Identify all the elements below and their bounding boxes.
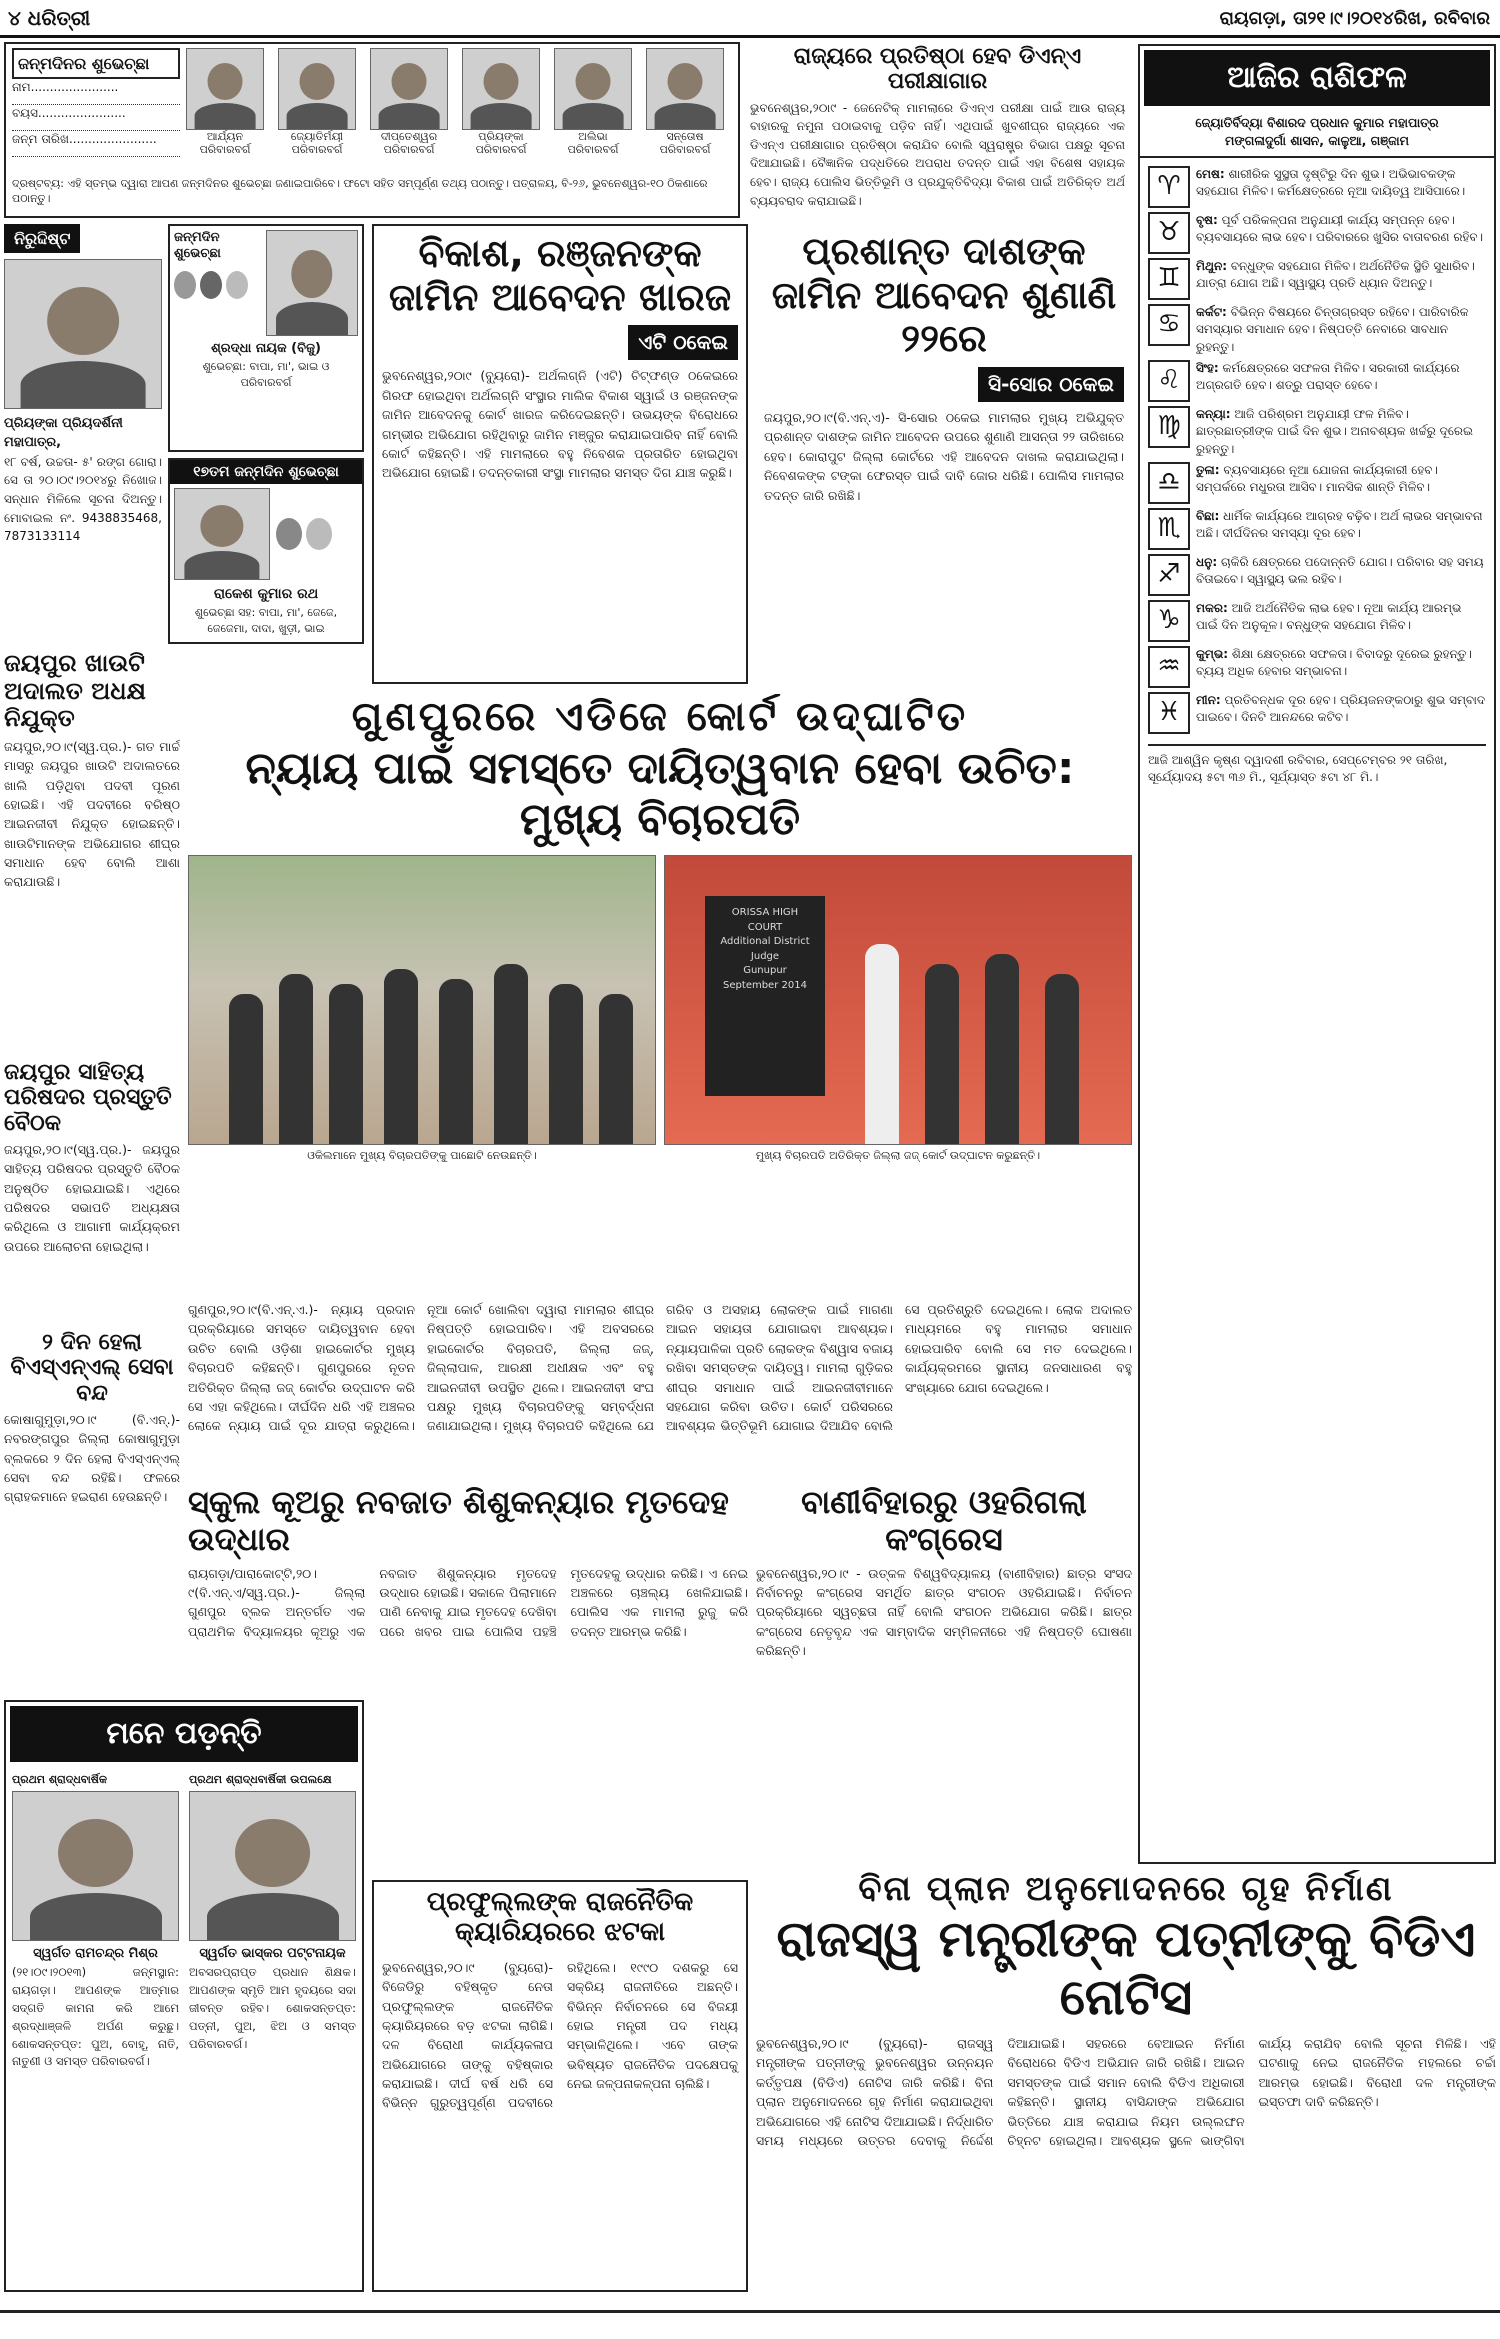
headline: ନ୍ୟାୟ ପାଇଁ ସମସ୍ତେ ଦାୟିତ୍ୱବାନ ହେବା ଉଚିତ: ମୁଖ୍ୟ ବିଚାରପତି bbox=[245, 743, 1075, 845]
gunupur-court-article bbox=[188, 694, 1132, 1294]
prashant-bail-article bbox=[756, 224, 1132, 684]
article-body: ଜୟପୁର,୨୦।୯(ସ୍ୱ.ପ୍ର.)- ଜୟପୁର ସାହିତ୍ୟ ପରିଷଦର ପ୍ରସ୍ତୁତି ବୈଠକ ଅନୁଷ୍ଠିତ ହୋଇଯାଇଛି। ଏଥିରେ ପରିଷଦର ସଭାପତି ଅଧ୍ୟକ୍ଷତା କରିଥିଲେ ଓ ଆଗାମୀ କାର୍ଯ୍ୟକ୍ରମ ଉପରେ ଆଲୋଚନା ହୋଇଥିଲା। bbox=[4, 1141, 180, 1254]
dateline: ରାୟଗଡ଼ା, ତା୨୧।୯।୨୦୧୪ରିଖ, ରବିବାର bbox=[1219, 8, 1490, 29]
missing-body: ୧୮ ବର୍ଷ, ଉଚ୍ଚତା- ୫' ରଙ୍ଗ ଗୋରା। ସେ ତା ୨୦।୦୯।୨୦୧୪ରୁ ନିଖୋଜ। ସନ୍ଧାନ ମିଳିଲେ ସୂଚନା ଦିଅନ୍ତୁ। ମୋବାଇଲ ନଂ. 9438835468, 7873133114 bbox=[4, 454, 162, 544]
gemini-icon: ♊ bbox=[1148, 258, 1190, 300]
photo-right-block bbox=[664, 855, 1132, 1173]
obituary-left: ପ୍ରଥମ ଶ୍ରାଦ୍ଧବାର୍ଷିକ ସ୍ୱର୍ଗତ ରାମଚନ୍ଦ୍ର ମିଶ୍ର (୨୧।୦୯।୨୦୧୩) ଜନ୍ମସ୍ଥାନ: ରାୟଗଡ଼ା। ଆପଣଙ୍କ ଆତ୍ମାର ସଦ୍‌ଗତି କାମନା କରି ଆମେ ଶ୍ରଦ୍ଧାଞ୍ଜଳି ଅର୍ପଣ କରୁଛୁ। ଶୋକସନ୍ତପ୍ତ: ପୁଅ, ବୋହୂ, ନାତି, ନାତୁଣୀ ଓ ସମସ୍ତ ପରିବାରବର୍ଗ। bbox=[12, 1772, 179, 2072]
almanac-footer: ଆଜି ଆଶ୍ୱିନ କୃଷ୍ଣ ଦ୍ୱାଦଶୀ ରବିବାର, ସେପ୍ଟେମ୍ବର ୨୧ ତାରିଖ, ସୂର୍ଯ୍ୟୋଦୟ ୫ଟା ୩୬ ମି., ସୂର୍ଯ୍ୟାସ୍ତ ୫ଟା ୪୮ ମି.। bbox=[1148, 744, 1486, 787]
article-body: ଜୟପୁର,୨୦।୯(ବି.ଏନ୍.ଏ)- ସି-ସୋର ଠକେଇ ମାମଲାର ମୁଖ୍ୟ ଅଭିଯୁକ୍ତ ପ୍ରଶାନ୍ତ ଦାଶଙ୍କ ଜାମିନ ଆବେଦନ ଉପରେ ଶୁଣାଣି ଆସନ୍ତା ୨୨ ତାରିଖରେ ହେବ। କୋରାପୁଟ ଜିଲ୍ଲା କୋର୍ଟରେ ଏହି ଆବେଦନ ଦାଖଲ କରାଯାଇଥିଲା। ନିବେଶକଙ୍କ ଟଙ୍କା ଫେରସ୍ତ ପାଇଁ ଦାବି ଜୋର ଧରିଛି। ପୋଲିସ ମାମଲାର ତଦନ୍ତ ଜାରି ରଖିଛି। bbox=[764, 410, 1124, 503]
sign-entry: ♐ ଧନୁ: ଚାକିରି କ୍ଷେତ୍ରରେ ପଦୋନ୍ନତି ଯୋଗ। ପରିବାର ସହ ସମୟ ବିତାଇବେ। ସ୍ୱାସ୍ଥ୍ୟ ଭଲ ରହିବ। bbox=[1148, 554, 1486, 596]
wish-name: ଶ୍ରଦ୍ଧା ନାୟକ (ବିଜୁ) bbox=[211, 341, 321, 356]
child-photo bbox=[186, 48, 264, 130]
wish-text: ଶୁଭେଚ୍ଛା: ବାପା, ମା', ଭାଇ ଓ ପରିବାରବର୍ଗ bbox=[202, 359, 330, 389]
headline: ସ୍କୁଲ କୂଅରୁ ନବଜାତ ଶିଶୁକନ୍ୟାର ମୃତଦେହ ଉଦ୍ଧାର bbox=[188, 1484, 729, 1558]
sign-list bbox=[1140, 158, 1494, 734]
dna-lab-article bbox=[750, 44, 1125, 218]
kicker: ବିନା ପ୍ଲାନ ଅନୁମୋଦନରେ ଗୃହ ନିର୍ମାଣ bbox=[858, 1870, 1394, 1909]
birthday-photo-card: ଦୀପ୍ତେଶ୍ୱର ପରିବାରବର୍ଗ bbox=[370, 48, 448, 172]
taurus-icon: ♉ bbox=[1148, 212, 1190, 254]
article-body: ରାୟଗଡ଼ା/ପାରାକୋଟ୍ଟି,୨୦।୯(ବି.ଏନ୍.ଏ/ସ୍ୱ.ପ୍ର.)- ଜିଲ୍ଲା ଗୁଣପୁର ବ୍ଲକ ଅନ୍ତର୍ଗତ ଏକ ପ୍ରାଥମିକ ବିଦ୍ୟାଳୟର କୂଅରୁ ଏକ ନବଜାତ ଶିଶୁକନ୍ୟାର ମୃତଦେହ ଉଦ୍ଧାର ହୋଇଛି। ସକାଳେ ପିଲାମାନେ ପାଣି ନେବାକୁ ଯାଇ ମୃତଦେହ ଦେଖିବା ପରେ ଖବର ପାଇ ପୋଲିସ ପହଞ୍ଚି ମୃତଦେହକୁ ଉଦ୍ଧାର କରିଛି। ଏ ନେଇ ଅଞ୍ଚଳରେ ଚାଞ୍ଚଲ୍ୟ ଖେଳିଯାଇଛି। ପୋଲିସ ଏକ ମାମଲା ରୁଜୁ କରି ତଦନ୍ତ ଆରମ୍ଭ କରିଛି। bbox=[188, 1565, 748, 1639]
article-body: ଭୁବନେଶ୍ୱର,୨୦।୯ - ଉତ୍କଳ ବିଶ୍ୱବିଦ୍ୟାଳୟ (ବାଣୀବିହାର) ଛାତ୍ର ସଂସଦ ନିର୍ବାଚନରୁ କଂଗ୍ରେସ ସମର୍ଥିତ ଛାତ୍ର ସଂଗଠନ ଓହରିଯାଇଛି। ନିର୍ବାଚନ ପ୍ରକ୍ରିୟାରେ ସ୍ୱଚ୍ଛତା ନାହିଁ ବୋଲି ସଂଗଠନ ଅଭିଯୋଗ କରିଛି। ଛାତ୍ର କଂଗ୍ରେସ ନେତୃବୃନ୍ଦ ଏକ ସାମ୍ବାଦିକ ସମ୍ମିଳନୀରେ ଏହି ନିଷ୍ପତ୍ତି ଘୋଷଣା କରିଛନ୍ତି। bbox=[756, 1565, 1132, 1659]
headline: ବିକାଶ, ରଞ୍ଜନଙ୍କ ଜାମିନ ଆବେଦନ ଖାରଜ bbox=[388, 231, 732, 319]
scorpio-icon: ♏ bbox=[1148, 508, 1190, 550]
leo-icon: ♌ bbox=[1148, 360, 1190, 402]
birthday-photo-card: ସନ୍ତୋଷ ପରିବାରବର୍ଗ bbox=[646, 48, 724, 172]
child-photo bbox=[278, 48, 356, 130]
judges-walking-photo bbox=[188, 855, 656, 1145]
headline: ରାଜସ୍ୱ ମନ୍ତ୍ରୀଙ୍କ ପତ୍ନୀଙ୍କୁ ବିଡିଏ ନୋଟିସ bbox=[776, 1910, 1476, 2026]
obituary-text: (୨୧।୦୯।୨୦୧୩) ଜନ୍ମସ୍ଥାନ: ରାୟଗଡ଼ା। ଆପଣଙ୍କ ଆତ୍ମାର ସଦ୍‌ଗତି କାମନା କରି ଆମେ ଶ୍ରଦ୍ଧାଞ୍ଜଳି ଅର୍ପଣ କରୁଛୁ। ଶୋକସନ୍ତପ୍ତ: ପୁଅ, ବୋହୂ, ନାତି, ନାତୁଣୀ ଓ ସମସ୍ତ ପରିବାରବର୍ଗ। bbox=[12, 1965, 179, 2069]
obituary-box bbox=[4, 1700, 364, 2292]
page-number: ୪ ଧରିତ୍ରୀ bbox=[8, 6, 91, 30]
banibihar-article bbox=[756, 1484, 1132, 1694]
article-body: ଭୁବନେଶ୍ୱର,୨୦ା୯ (ବ୍ୟୁରୋ)- ଅର୍ଥଲଗ୍ନି (ଏଟି) ଚିଟ୍‌ଫଣ୍ଡ ଠକେଇରେ ଗିରଫ ହୋଇଥିବା ଅର୍ଥଲଗ୍ନି ସଂସ୍ଥାର ମାଲିକ ବିକାଶ ସ୍ୱାଇଁ ଓ ରଞ୍ଜନଙ୍କ ଜାମିନ ଆବେଦନକୁ କୋର୍ଟ ଖାରଜ କରିଦେଇଛନ୍ତି। ଉଭୟଙ୍କ ବିରୋଧରେ ଗମ୍ଭୀର ଅଭିଯୋଗ ରହିଥିବାରୁ ଜାମିନ ମଞ୍ଜୁର କରାଯାଇପାରିବ ନାହିଁ ବୋଲି କୋର୍ଟ କହିଛନ୍ତି। ଏହି ମାମଲାରେ ବହୁ ନିବେଶକ ପ୍ରତାରିତ ହୋଇଥିବା ଅଭିଯୋଗ ହୋଇଛି। ତଦନ୍ତକାରୀ ସଂସ୍ଥା ମାମଲାର ସମସ୍ତ ଦିଗ ଯାଞ୍ଚ କରୁଛି। bbox=[382, 368, 738, 481]
sagittarius-icon: ♐ bbox=[1148, 554, 1190, 596]
birthday-photo-card: ଅଲିଭା ପରିବାରବର୍ଗ bbox=[554, 48, 632, 172]
pisces-icon: ♓ bbox=[1148, 692, 1190, 734]
boy-photo bbox=[174, 488, 270, 580]
bsnl-article bbox=[4, 1330, 180, 1670]
sign-entry: ♉ ବୃଷ: ପୂର୍ବ ପରିକଳ୍ପନା ଅନୁଯାୟୀ କାର୍ଯ୍ୟ ସମ୍ପନ୍ନ ହେବ। ବ୍ୟବସାୟରେ ଲାଭ ହେବ। ପରିବାରରେ ଖୁସିର ବାତାବରଣ ରହିବ। bbox=[1148, 212, 1486, 254]
wish-title: ଜନ୍ମଦିନ ଶୁଭେଚ୍ଛା bbox=[174, 230, 221, 261]
article-body: ଜୟପୁର,୨୦।୯(ସ୍ୱ.ପ୍ର.)- ଗତ ମାର୍ଚ୍ଚ ମାସରୁ ଜୟପୁର ଖାଉଟି ଅଦାଲତରେ ଖାଲି ପଡ଼ିଥିବା ପଦବୀ ପୂରଣ ହୋଇଛି। ଏହି ପଦବୀରେ ବରିଷ୍ଠ ଆଇନଜୀବୀ ନିଯୁକ୍ତ ହୋଇଛନ୍ତି। ଖାଉଟିମାନଙ୍କ ଅଭିଯୋଗର ଶୀଘ୍ର ସମାଧାନ ହେବ ବୋଲି ଆଶା କରାଯାଉଛି। bbox=[4, 738, 180, 890]
article-body: ଭୁବନେଶ୍ୱର,୨୦ା୯ - ଜେନେଟିକ୍ ମାମଲାରେ ଡିଏନ୍‌ଏ ପରୀକ୍ଷା ପାଇଁ ଆଉ ରାଜ୍ୟ ବାହାରକୁ ନମୁନା ପଠାଇବାକୁ ପଡ଼ିବ ନାହିଁ। ଏଥିପାଇଁ ଖୁବଶୀଘ୍ର ରାଜ୍ୟରେ ଏକ ଡିଏନ୍‌ଏ ପରୀକ୍ଷାଗାର ପ୍ରତିଷ୍ଠା କରାଯିବ ବୋଲି ସ୍ୱରାଷ୍ଟ୍ର ବିଭାଗ ପକ୍ଷରୁ ସୂଚନା ଦିଆଯାଇଛି। ବୈଜ୍ଞାନିକ ପଦ୍ଧତିରେ ଅପରାଧ ତଦନ୍ତ ପାଇଁ ଏହା ବିଶେଷ ସହାୟକ ହେବ। ରାଜ୍ୟ ପୋଲିସ ଭିତ୍ତିଭୂମି ଓ ପ୍ରଯୁକ୍ତିବିଦ୍ୟା ବିକାଶ ପାଇଁ ଅତିରିକ୍ତ ଅର୍ଥ ବ୍ୟୟବରାଦ କରାଯାଇଛି। bbox=[750, 100, 1125, 208]
sign-entry: ♓ ମୀନ: ପ୍ରତିବନ୍ଧକ ଦୂର ହେବ। ପ୍ରିୟଜନଙ୍କଠାରୁ ଶୁଭ ସମ୍ବାଦ ପାଇବେ। ଦିନଟି ଆନନ୍ଦରେ କଟିବ। bbox=[1148, 692, 1486, 734]
birthday-title: ଜନ୍ମଦିନର ଶୁଭେଚ୍ଛା bbox=[12, 48, 180, 79]
article-body: ଭୁବନେଶ୍ୱର,୨୦।୯ (ବ୍ୟୁରୋ)- ରାଜସ୍ୱ ମନ୍ତ୍ରୀଙ୍କ ପତ୍ନୀଙ୍କୁ ଭୁବନେଶ୍ୱର ଉନ୍ନୟନ କର୍ତ୍ତୃପକ୍ଷ (ବିଡିଏ) ନୋଟିସ ଜାରି କରିଛି। ବିନା ପ୍ଲାନ ଅନୁମୋଦନରେ ଗୃହ ନିର୍ମାଣ କରାଯାଇଥିବା ଅଭିଯୋଗରେ ଏହି ନୋଟିସ ଦିଆଯାଇଛି। ନିର୍ଦ୍ଧାରିତ ସମୟ ମଧ୍ୟରେ ଉତ୍ତର ଦେବାକୁ ନିର୍ଦ୍ଦେଶ ଦିଆଯାଇଛି। ସହରରେ ବେଆଇନ ନିର୍ମାଣ ବିରୋଧରେ ବିଡିଏ ଅଭିଯାନ ଜାରି ରଖିଛି। ଆଇନ ସମସ୍ତଙ୍କ ପାଇଁ ସମାନ ବୋଲି ବିଡିଏ ଅଧିକାରୀ କହିଛନ୍ତି। ସ୍ଥାନୀୟ ବାସିନ୍ଦାଙ୍କ ଅଭିଯୋଗ ଭିତ୍ତିରେ ଯାଞ୍ଚ କରାଯାଇ ନିୟମ ଉଲ୍ଲଙ୍ଘନ ଚିହ୍ନଟ ହୋଇଥିଲା। ଆବଶ୍ୟକ ସ୍ଥଳେ ଭାଙ୍ଗିବା କାର୍ଯ୍ୟ କରାଯିବ ବୋଲି ସୂଚନା ମିଳିଛି। ଏହି ଘଟଣାକୁ ନେଇ ରାଜନୈତିକ ମହଲରେ ଚର୍ଚ୍ଚା ଆରମ୍ଭ ହୋଇଛି। ବିରୋଧୀ ଦଳ ମନ୍ତ୍ରୀଙ୍କ ଇସ୍ତଫା ଦାବି କରିଛନ୍ତି। bbox=[756, 2036, 1496, 2148]
cancer-icon: ♋ bbox=[1148, 304, 1190, 346]
photo-caption: ମୁଖ୍ୟ ବିଚାରପତି ଅତିରିକ୍ତ ଜିଲ୍ଲା ଜଜ୍ କୋର୍ଟ ଉଦ୍‌ଘାଟନ କରୁଛନ୍ତି। bbox=[755, 1149, 1041, 1163]
child-photo bbox=[462, 48, 540, 130]
masthead bbox=[0, 0, 1500, 38]
bikash-bail-article bbox=[372, 224, 748, 684]
birthday-photo-card: ଜ୍ୟୋତିର୍ମୟୀ ପରିବାରବର୍ଗ bbox=[278, 48, 356, 172]
obituary-right: ପ୍ରଥମ ଶ୍ରାଦ୍ଧବାର୍ଷିକୀ ଉପଲକ୍ଷେ ସ୍ୱର୍ଗତ ଭାସ୍କର ପଟ୍ଟନାୟକ ଅବସରପ୍ରାପ୍ତ ପ୍ରଧାନ ଶିକ୍ଷକ। ଆପଣଙ୍କ ସ୍ମୃତି ଆମ ହୃଦୟରେ ସଦା ଜୀବନ୍ତ ରହିବ। ଶୋକସନ୍ତପ୍ତ: ପତ୍ନୀ, ପୁଅ, ଝିଅ ଓ ସମସ୍ତ ପରିବାରବର୍ଗ। bbox=[189, 1772, 356, 2072]
sign-entry: ♈ ମେଷ: ଶାରୀରିକ ସୁସ୍ଥତା ଦୃଷ୍ଟିରୁ ଦିନ ଶୁଭ। ଅଭିଭାବକଙ୍କ ସହଯୋଗ ମିଳିବ। କର୍ମକ୍ଷେତ୍ରରେ ନୂଆ ଦାୟିତ୍ୱ ଆସିପାରେ। bbox=[1148, 166, 1486, 208]
sahitya-article bbox=[4, 1060, 180, 1320]
birthday-box bbox=[4, 42, 740, 218]
form-line-dob: ଜନ୍ମ ତାରିଖ....................... bbox=[12, 131, 180, 157]
sign-entry: ♒ କୁମ୍ଭ: ଶିକ୍ଷା କ୍ଷେତ୍ରରେ ସଫଳତା। ବିବାଦରୁ ଦୂରେଇ ରୁହନ୍ତୁ। ବ୍ୟୟ ଅଧିକ ହେବାର ସମ୍ଭାବନା। bbox=[1148, 646, 1486, 688]
wish-text: ଶୁଭେଚ୍ଛା ସହ: ବାପା, ମା', ଜେଜେ, ଜେଜେମା, ଦାଦା, ଖୁଡ଼ୀ, ଭାଇ bbox=[194, 605, 338, 635]
sign-entry: ♍ କନ୍ୟା: ଆଜି ପରିଶ୍ରମ ଅନୁଯାୟୀ ଫଳ ମିଳିବ। ଛାତ୍ରଛାତ୍ରୀଙ୍କ ପାଇଁ ଦିନ ଶୁଭ। ଅନାବଶ୍ୟକ ଖର୍ଚ୍ଚରୁ ଦୂରେଇ ରୁହନ୍ତୁ। bbox=[1148, 406, 1486, 458]
headline: ଜୟପୁର ଖାଉଟି ଅଦାଲତ ଅଧକ୍ଷ ନିଯୁକ୍ତ bbox=[4, 650, 146, 733]
headline: ଜୟପୁର ସାହିତ୍ୟ ପରିଷଦର ପ୍ରସ୍ତୁତି ବୈଠକ bbox=[4, 1060, 172, 1136]
jaypur-court-article bbox=[4, 650, 180, 1050]
elder-photo bbox=[189, 1791, 356, 1941]
aries-icon: ♈ bbox=[1148, 166, 1190, 208]
obituary-text: ଅବସରପ୍ରାପ୍ତ ପ୍ରଧାନ ଶିକ୍ଷକ। ଆପଣଙ୍କ ସ୍ମୃତି ଆମ ହୃଦୟରେ ସଦା ଜୀବନ୍ତ ରହିବ। ଶୋକସନ୍ତପ୍ତ: ପତ୍ନୀ, ପୁଅ, ଝିଅ ଓ ସମସ୍ତ ପରିବାରବର୍ଗ। bbox=[189, 1965, 356, 2051]
photo-caption: ଓକିଲମାନେ ମୁଖ୍ୟ ବିଚାରପତିଙ୍କୁ ପାଛୋଟି ନେଉଛନ୍ତି। bbox=[307, 1149, 537, 1163]
child-photo bbox=[266, 230, 358, 336]
horoscope-title: ଆଜିର ରାଶିଫଳ bbox=[1144, 50, 1490, 106]
obituary-title: ମନେ ପଡ଼ନ୍ତି bbox=[10, 1706, 358, 1762]
foundation-plaque: ORISSA HIGH COURT Additional District Judge Gunupur September 2014 bbox=[705, 896, 825, 1096]
birthday-photo-card: ଆର୍ଯ୍ୟନ ପରିବାରବର୍ଗ bbox=[186, 48, 264, 172]
virgo-icon: ♍ bbox=[1148, 406, 1190, 448]
birthday-wish-2 bbox=[168, 224, 364, 452]
balloons-icon bbox=[174, 271, 260, 299]
wish-name: ରାକେଶ କୁମାର ରଥ bbox=[213, 586, 319, 603]
bottom-rule bbox=[0, 2310, 1500, 2313]
sign-entry: ♌ ସିଂହ: କର୍ମକ୍ଷେତ୍ରରେ ସଫଳତା ମିଳିବ। ସରକାରୀ କାର୍ଯ୍ୟରେ ଅଗ୍ରଗତି ହେବ। ଶତ୍ରୁ ପରାସ୍ତ ହେବେ। bbox=[1148, 360, 1486, 402]
prafulla-article bbox=[372, 1880, 748, 2292]
headline: ରାଜ୍ୟରେ ପ୍ରତିଷ୍ଠା ହେବ ଡିଏନ୍‌ଏ ପରୀକ୍ଷାଗାର bbox=[793, 44, 1082, 95]
capricorn-icon: ♑ bbox=[1148, 600, 1190, 642]
wish-title: ୧୭ତମ ଜନ୍ମଦିନ ଶୁଭେଚ୍ଛା bbox=[170, 460, 362, 484]
birthday-note: ଦ୍ରଷ୍ଟବ୍ୟ: ଏହି ସ୍ତମ୍ଭ ଦ୍ୱାରା ଆପଣ ଜନ୍ମଦିନର ଶୁଭେଚ୍ଛା ଜଣାଇପାରିବେ। ଫଟୋ ସହିତ ସମ୍ପୂର୍ଣ୍ଣ ତଥ୍ୟ ପଠାନ୍ତୁ। ପତ୍ରାଳୟ, ବି-୨୬, ଭୁବନେଶ୍ୱର-୧୦ ଠିକଣାରେ ପଠାନ୍ତୁ। bbox=[12, 177, 708, 206]
kicker: ଗୁଣପୁରରେ ଏଡିଜେ କୋର୍ଟ ଉଦ୍‌ଘାଟିତ bbox=[351, 694, 969, 740]
form-line-name: ନାମ....................... bbox=[12, 79, 180, 105]
birthday-wish-3 bbox=[168, 458, 364, 644]
adult-photo bbox=[554, 48, 632, 130]
topic-tag: ସି-ସୋର ଠକେଇ bbox=[978, 367, 1124, 402]
sign-entry: ♑ ମକର: ଆଜି ଅର୍ଥନୈତିକ ଲାଭ ହେବ। ନୂଆ କାର୍ଯ୍ୟ ଆରମ୍ଭ ପାଇଁ ଦିନ ଅନୁକୂଳ। ବନ୍ଧୁଙ୍କ ସହଯୋଗ ମିଳିବ। bbox=[1148, 600, 1486, 642]
headline: ପ୍ରଫୁଲ୍ଲଙ୍କ ରାଜନୈତିକ କ୍ୟାରିୟରରେ ଝଟକା bbox=[426, 1887, 694, 1947]
topic-tag: ଏଟି ଠକେଇ bbox=[628, 325, 738, 360]
sign-entry: ♋ କର୍କଟ: ବିଭିନ୍ନ ବିଷୟରେ ଚିନ୍ତାଗ୍ରସ୍ତ ରହିବେ। ପାରିବାରିକ ସମସ୍ୟାର ସମାଧାନ ହେବ। ନିଷ୍ପତ୍ତି ନେବାରେ ସାବଧାନ ରୁହନ୍ତୁ। bbox=[1148, 304, 1486, 356]
headline: ପ୍ରଶାନ୍ତ ଦାଶଙ୍କ ଜାମିନ ଆବେଦନ ଶୁଣାଣି ୨୨ରେ bbox=[771, 229, 1117, 361]
bda-notice-article bbox=[756, 1870, 1496, 2292]
elder-photo bbox=[12, 1791, 179, 1941]
gunupur-body: ଗୁଣପୁର,୨୦।୯(ବି.ଏନ୍.ଏ.)- ନ୍ୟାୟ ପ୍ରଦାନ ପ୍ରକ୍ରିୟାରେ ସମସ୍ତେ ଦାୟିତ୍ୱବାନ ହେବା ଉଚିତ ବୋଲି ଓଡ଼ିଶା ହାଇକୋର୍ଟର ମୁଖ୍ୟ ବିଚାରପତି କହିଛନ୍ତି। ଗୁଣପୁରରେ ନୂତନ ଅତିରିକ୍ତ ଜିଲ୍ଲା ଜଜ୍ କୋର୍ଟର ଉଦ୍‌ଘାଟନ କରି ସେ ଏହା କହିଥିଲେ। ଦୀର୍ଘଦିନ ଧରି ଏହି ଅଞ୍ଚଳର ଲୋକେ ନ୍ୟାୟ ପାଇଁ ଦୂର ଯାତ୍ରା କରୁଥିଲେ। ନୂଆ କୋର୍ଟ ଖୋଲିବା ଦ୍ୱାରା ମାମଲାର ଶୀଘ୍ର ନିଷ୍ପତ୍ତି ହୋଇପାରିବ। ଏହି ଅବସରରେ ହାଇକୋର୍ଟର ବିଚାରପତି, ଜିଲ୍ଲା ଜଜ୍, ଜିଲ୍ଲାପାଳ, ଆରକ୍ଷୀ ଅଧୀକ୍ଷକ ଏବଂ ବହୁ ଆଇନଜୀବୀ ଉପସ୍ଥିତ ଥିଲେ। ଆଇନଜୀବୀ ସଂଘ ପକ୍ଷରୁ ମୁଖ୍ୟ ବିଚାରପତିଙ୍କୁ ସମ୍ବର୍ଦ୍ଧନା ଜଣାଯାଇଥିଲା। ମୁଖ୍ୟ ବିଚାରପତି କହିଥିଲେ ଯେ ଗରିବ ଓ ଅସହାୟ ଲୋକଙ୍କ ପାଇଁ ମାଗଣା ଆଇନ ସହାୟତା ଯୋଗାଇବା ଆବଶ୍ୟକ। ନ୍ୟାୟପାଳିକା ପ୍ରତି ଲୋକଙ୍କ ବିଶ୍ୱାସ ବଜାୟ ରଖିବା ସମସ୍ତଙ୍କ ଦାୟିତ୍ୱ। ମାମଲା ଗୁଡ଼ିକର ଶୀଘ୍ର ସମାଧାନ ପାଇଁ ଆଇନଜୀବୀମାନେ ସହଯୋଗ କରିବା ଉଚିତ। କୋର୍ଟ ପରିସରରେ ଆବଶ୍ୟକ ଭିତ୍ତିଭୂମି ଯୋଗାଇ ଦିଆଯିବ ବୋଲି ସେ ପ୍ରତିଶ୍ରୁତି ଦେଇଥିଲେ। ଲୋକ ଅଦାଲତ ମାଧ୍ୟମରେ ବହୁ ମାମଲାର ସମାଧାନ ହୋଇପାରିବ ବୋଲି ସେ ମତ ଦେଇଥିଲେ। କାର୍ଯ୍ୟକ୍ରମରେ ସ୍ଥାନୀୟ ଜନସାଧାରଣ ବହୁ ସଂଖ୍ୟାରେ ଯୋଗ ଦେଇଥିଲେ। bbox=[188, 1302, 1132, 1434]
birthday-photo-card: ପ୍ରିୟଙ୍କା ପରିବାରବର୍ଗ bbox=[462, 48, 540, 172]
aquarius-icon: ♒ bbox=[1148, 646, 1190, 688]
headline: ୨ ଦିନ ହେଲା ବିଏସ୍‌ଏନ୍‌ଏଲ୍ ସେବା ବନ୍ଦ bbox=[10, 1330, 174, 1406]
adult-photo bbox=[646, 48, 724, 130]
sign-entry: ♊ ମିଥୁନ: ବନ୍ଧୁଙ୍କ ସହଯୋଗ ମିଳିବ। ଅର୍ଥନୈତିକ ସ୍ଥିତି ସୁଧାରିବ। ଯାତ୍ରା ଯୋଗ ଅଛି। ସ୍ୱାସ୍ଥ୍ୟ ପ୍ରତି ଧ୍ୟାନ ଦିଅନ୍ତୁ। bbox=[1148, 258, 1486, 300]
article-body: କୋଷାଗୁମୁଡ଼ା,୨୦।୯ (ବି.ଏନ୍.)- ନବରଙ୍ଗପୁର ଜିଲ୍ଲା କୋଷାଗୁମୁଡ଼ା ବ୍ଲକରେ ୨ ଦିନ ହେଲା ବିଏସ୍‌ଏନ୍‌ଏଲ୍ ସେବା ବନ୍ଦ ରହିଛି। ଫଳରେ ଗ୍ରାହକମାନେ ହଇରାଣ ହେଉଛନ୍ତି। bbox=[4, 1411, 180, 1505]
missing-person-photo bbox=[4, 259, 162, 409]
school-well-article bbox=[188, 1484, 748, 1694]
sign-entry: ♏ ବିଛା: ଧାର୍ମିକ କାର୍ଯ୍ୟରେ ଆଗ୍ରହ ବଢ଼ିବ। ଅର୍ଥ ଲାଭର ସମ୍ଭାବନା ଅଛି। ଦୀର୍ଘଦିନର ସମସ୍ୟା ଦୂର ହେବ। bbox=[1148, 508, 1486, 550]
missing-person bbox=[4, 224, 162, 644]
libra-icon: ♎ bbox=[1148, 462, 1190, 504]
horoscope-column bbox=[1138, 44, 1496, 1864]
missing-label: ନିରୁଦ୍ଦିଷ୍ଟ bbox=[4, 224, 80, 253]
balloons-icon bbox=[276, 488, 332, 580]
sign-entry: ♎ ତୁଳା: ବ୍ୟବସାୟରେ ନୂଆ ଯୋଜନା କାର୍ଯ୍ୟକାରୀ ହେବ। ସମ୍ପର୍କରେ ମଧୁରତା ଆସିବ। ମାନସିକ ଶାନ୍ତି ମିଳିବ। bbox=[1148, 462, 1486, 504]
article-body: ଭୁବନେଶ୍ୱର,୨୦।୯ (ବ୍ୟୁରୋ)- ବିଜେଡିରୁ ବହିଷ୍କୃତ ନେତା ପ୍ରଫୁଲ୍ଲଙ୍କ ରାଜନୈତିକ କ୍ୟାରିୟରରେ ବଡ଼ ଝଟକା ଲାଗିଛି। ଦଳ ବିରୋଧୀ କାର୍ଯ୍ୟକଳାପ ଅଭିଯୋଗରେ ତାଙ୍କୁ ବହିଷ୍କାର କରାଯାଇଛି। ଦୀର୍ଘ ବର୍ଷ ଧରି ସେ ବିଭିନ୍ନ ଗୁରୁତ୍ୱପୂର୍ଣ୍ଣ ପଦବୀରେ ରହିଥିଲେ। ୧୯୯୦ ଦଶକରୁ ସେ ସକ୍ରିୟ ରାଜନୀତିରେ ଅଛନ୍ତି। ବିଭିନ୍ନ ନିର୍ବାଚନରେ ସେ ବିଜୟୀ ହୋଇ ମନ୍ତ୍ରୀ ପଦ ମଧ୍ୟ ସମ୍ଭାଳିଥିଲେ। ଏବେ ତାଙ୍କ ଭବିଷ୍ୟତ ରାଜନୈତିକ ପଦକ୍ଷେପକୁ ନେଇ ଜଳ୍ପନାକଳ୍ପନା ଚାଲିଛି। bbox=[382, 1959, 738, 2111]
form-line-age: ବୟସ....................... bbox=[12, 105, 180, 131]
photo-left-block bbox=[188, 855, 656, 1173]
inauguration-photo bbox=[664, 855, 1132, 1145]
child-photo bbox=[370, 48, 448, 130]
headline: ବାଣୀବିହାରରୁ ଓହରିଗଲା କଂଗ୍ରେସ bbox=[801, 1484, 1087, 1558]
obituary-name: ସ୍ୱର୍ଗତ ଭାସ୍କର ପଟ୍ଟନାୟକ bbox=[199, 1946, 346, 1962]
missing-name: ପ୍ରିୟଙ୍କା ପ୍ରିୟଦର୍ଶିନୀ ମହାପାତ୍ର, bbox=[4, 416, 123, 451]
obituary-name: ସ୍ୱର୍ଗତ ରାମଚନ୍ଦ୍ର ମିଶ୍ର bbox=[33, 1946, 158, 1962]
astrologer-byline: ଜ୍ୟୋତିର୍ବିଦ୍ୟା ବିଶାରଦ ପ୍ରଧାନ କୁମାର ମହାପାତ୍ର ମଙ୍ଗଳାଦୁର୍ଗା ଶାସନ, କାଳୁଆ, ଗଞ୍ଜାମ bbox=[1140, 110, 1494, 158]
